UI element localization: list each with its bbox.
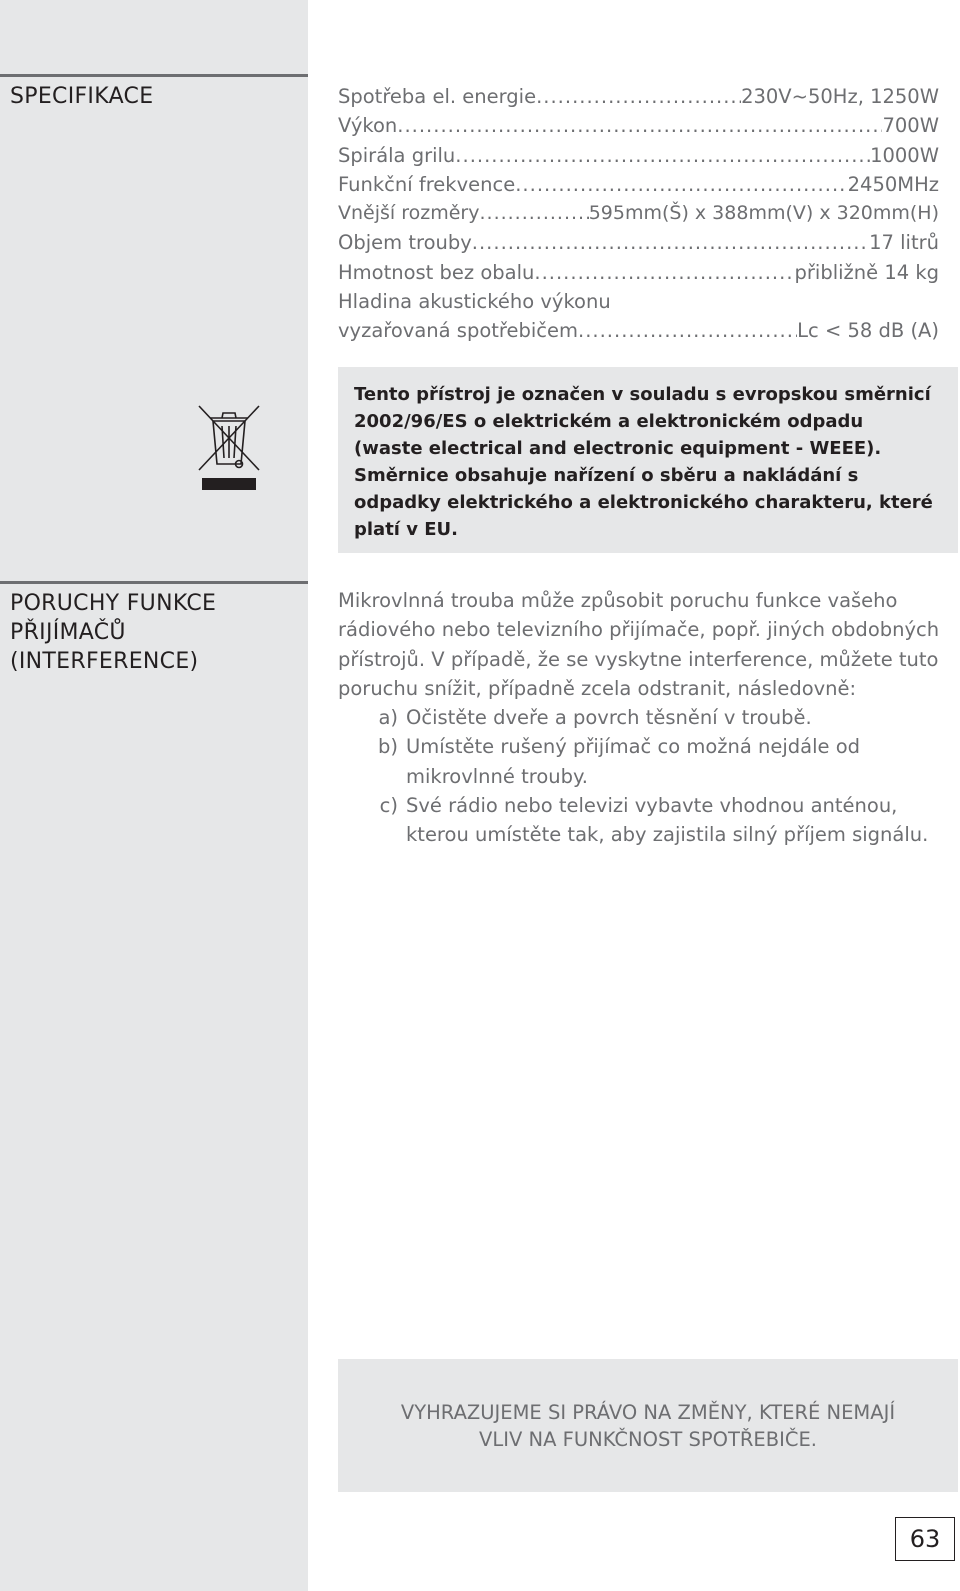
weee-notice-text: Tento přístroj je označen v souladu s evropskou směrnicí 2002/96/ES o elektrickém a elektronickém odpadu (waste electrical and electronic equipment - WEEE). Směrnice obsahuje nařízení o sběru a nakládání s odpadky elektrického a elektronického charakteru, které platí v EU.: [354, 384, 933, 540]
spec-value: přibližně 14 kg: [794, 260, 939, 284]
spec-dot-leader: [472, 228, 869, 257]
spec-label: Objem trouby: [338, 231, 472, 255]
weee-crossed-bin-icon: [196, 402, 262, 492]
interference-section-title: [10, 589, 300, 676]
spec-value: 595mm(Š) x 388mm(V) x 320mm(H): [588, 202, 939, 225]
notice-line: VYHRAZUJEME SI PRÁVO NA ZMĚNY, KTERÉ NEMAJÍ: [400, 1400, 896, 1424]
spec-dot-leader: [578, 316, 797, 345]
page-number: 63: [895, 1517, 955, 1561]
interference-title-line: PORUCHY FUNKCE: [10, 591, 217, 616]
changes-notice-text: [401, 1399, 895, 1453]
spec-row: [338, 258, 939, 287]
interference-title-line: PŘIJÍMAČŮ: [10, 620, 126, 645]
spec-label: vyzařovaná spotřebičem: [338, 319, 578, 343]
weee-notice-box: [338, 367, 958, 553]
interference-intro: Mikrovlnná trouba může způsobit poruchu funkce vašeho rádiového nebo televizního přijímače, popř. jiných obdobných přístrojů. V případě, že se vyskytne interference, můžete tuto poruchu snížit, případně zcela odstranit, následovně:: [338, 589, 940, 700]
spec-value: 230V~50Hz, 1250W: [741, 85, 939, 108]
list-item: [338, 791, 956, 850]
spec-row: [338, 111, 939, 140]
sidebar-panel: [0, 0, 308, 1591]
spec-dot-leader: [515, 170, 847, 199]
notice-line: VLIV NA FUNKČNOST SPOTŘEBIČE.: [479, 1427, 817, 1451]
list-marker: a): [378, 706, 398, 730]
interference-title-line: (INTERFERENCE): [10, 649, 199, 674]
spec-dot-leader: [479, 199, 588, 228]
spec-label: Funkční frekvence: [338, 172, 516, 196]
list-text: Umístěte rušený přijímač co možná nejdále od mikrovlnné trouby.: [406, 735, 861, 788]
list-text: Své rádio nebo televizi vybavte vhodnou anténou, kterou umístěte tak, aby zajistila silný příjem signálu.: [406, 794, 929, 847]
spec-label: Hmotnost bez obalu: [338, 260, 535, 284]
list-marker: b): [378, 735, 398, 759]
spec-value: 2450MHz: [847, 172, 939, 196]
changes-notice-box: [338, 1359, 958, 1492]
section-divider: [0, 74, 308, 77]
spec-value: 700W: [882, 114, 939, 138]
list-marker: c): [379, 794, 398, 818]
specs-section-title: SPECIFIKACE: [10, 84, 154, 109]
spec-label: Vnější rozměry: [338, 202, 480, 225]
spec-row: [338, 82, 939, 111]
specs-list: [338, 82, 939, 346]
spec-row: [338, 228, 939, 257]
spec-label: Spirála grilu: [338, 143, 456, 167]
spec-value: 17 litrů: [869, 231, 939, 255]
section-divider: [0, 581, 308, 584]
spec-row: [338, 170, 939, 199]
list-text: Očistěte dveře a povrch těsnění v troubě.: [406, 706, 812, 730]
spec-dot-leader: [536, 82, 741, 111]
spec-row: [338, 199, 939, 228]
spec-row: [338, 141, 939, 170]
interference-content: [338, 586, 956, 850]
spec-row: [338, 287, 939, 316]
spec-value: Lc < 58 dB (A): [797, 319, 939, 343]
list-item: [338, 703, 956, 732]
list-item: [338, 732, 956, 791]
spec-dot-leader: [534, 258, 794, 287]
spec-label: Výkon: [338, 114, 398, 138]
spec-row: [338, 316, 939, 345]
spec-dot-leader: [397, 111, 882, 140]
spec-dot-leader: [455, 141, 870, 170]
spec-label: Hladina akustického výkonu: [338, 290, 611, 314]
spec-value: 1000W: [870, 143, 939, 167]
spec-label: Spotřeba el. energie: [338, 85, 537, 108]
